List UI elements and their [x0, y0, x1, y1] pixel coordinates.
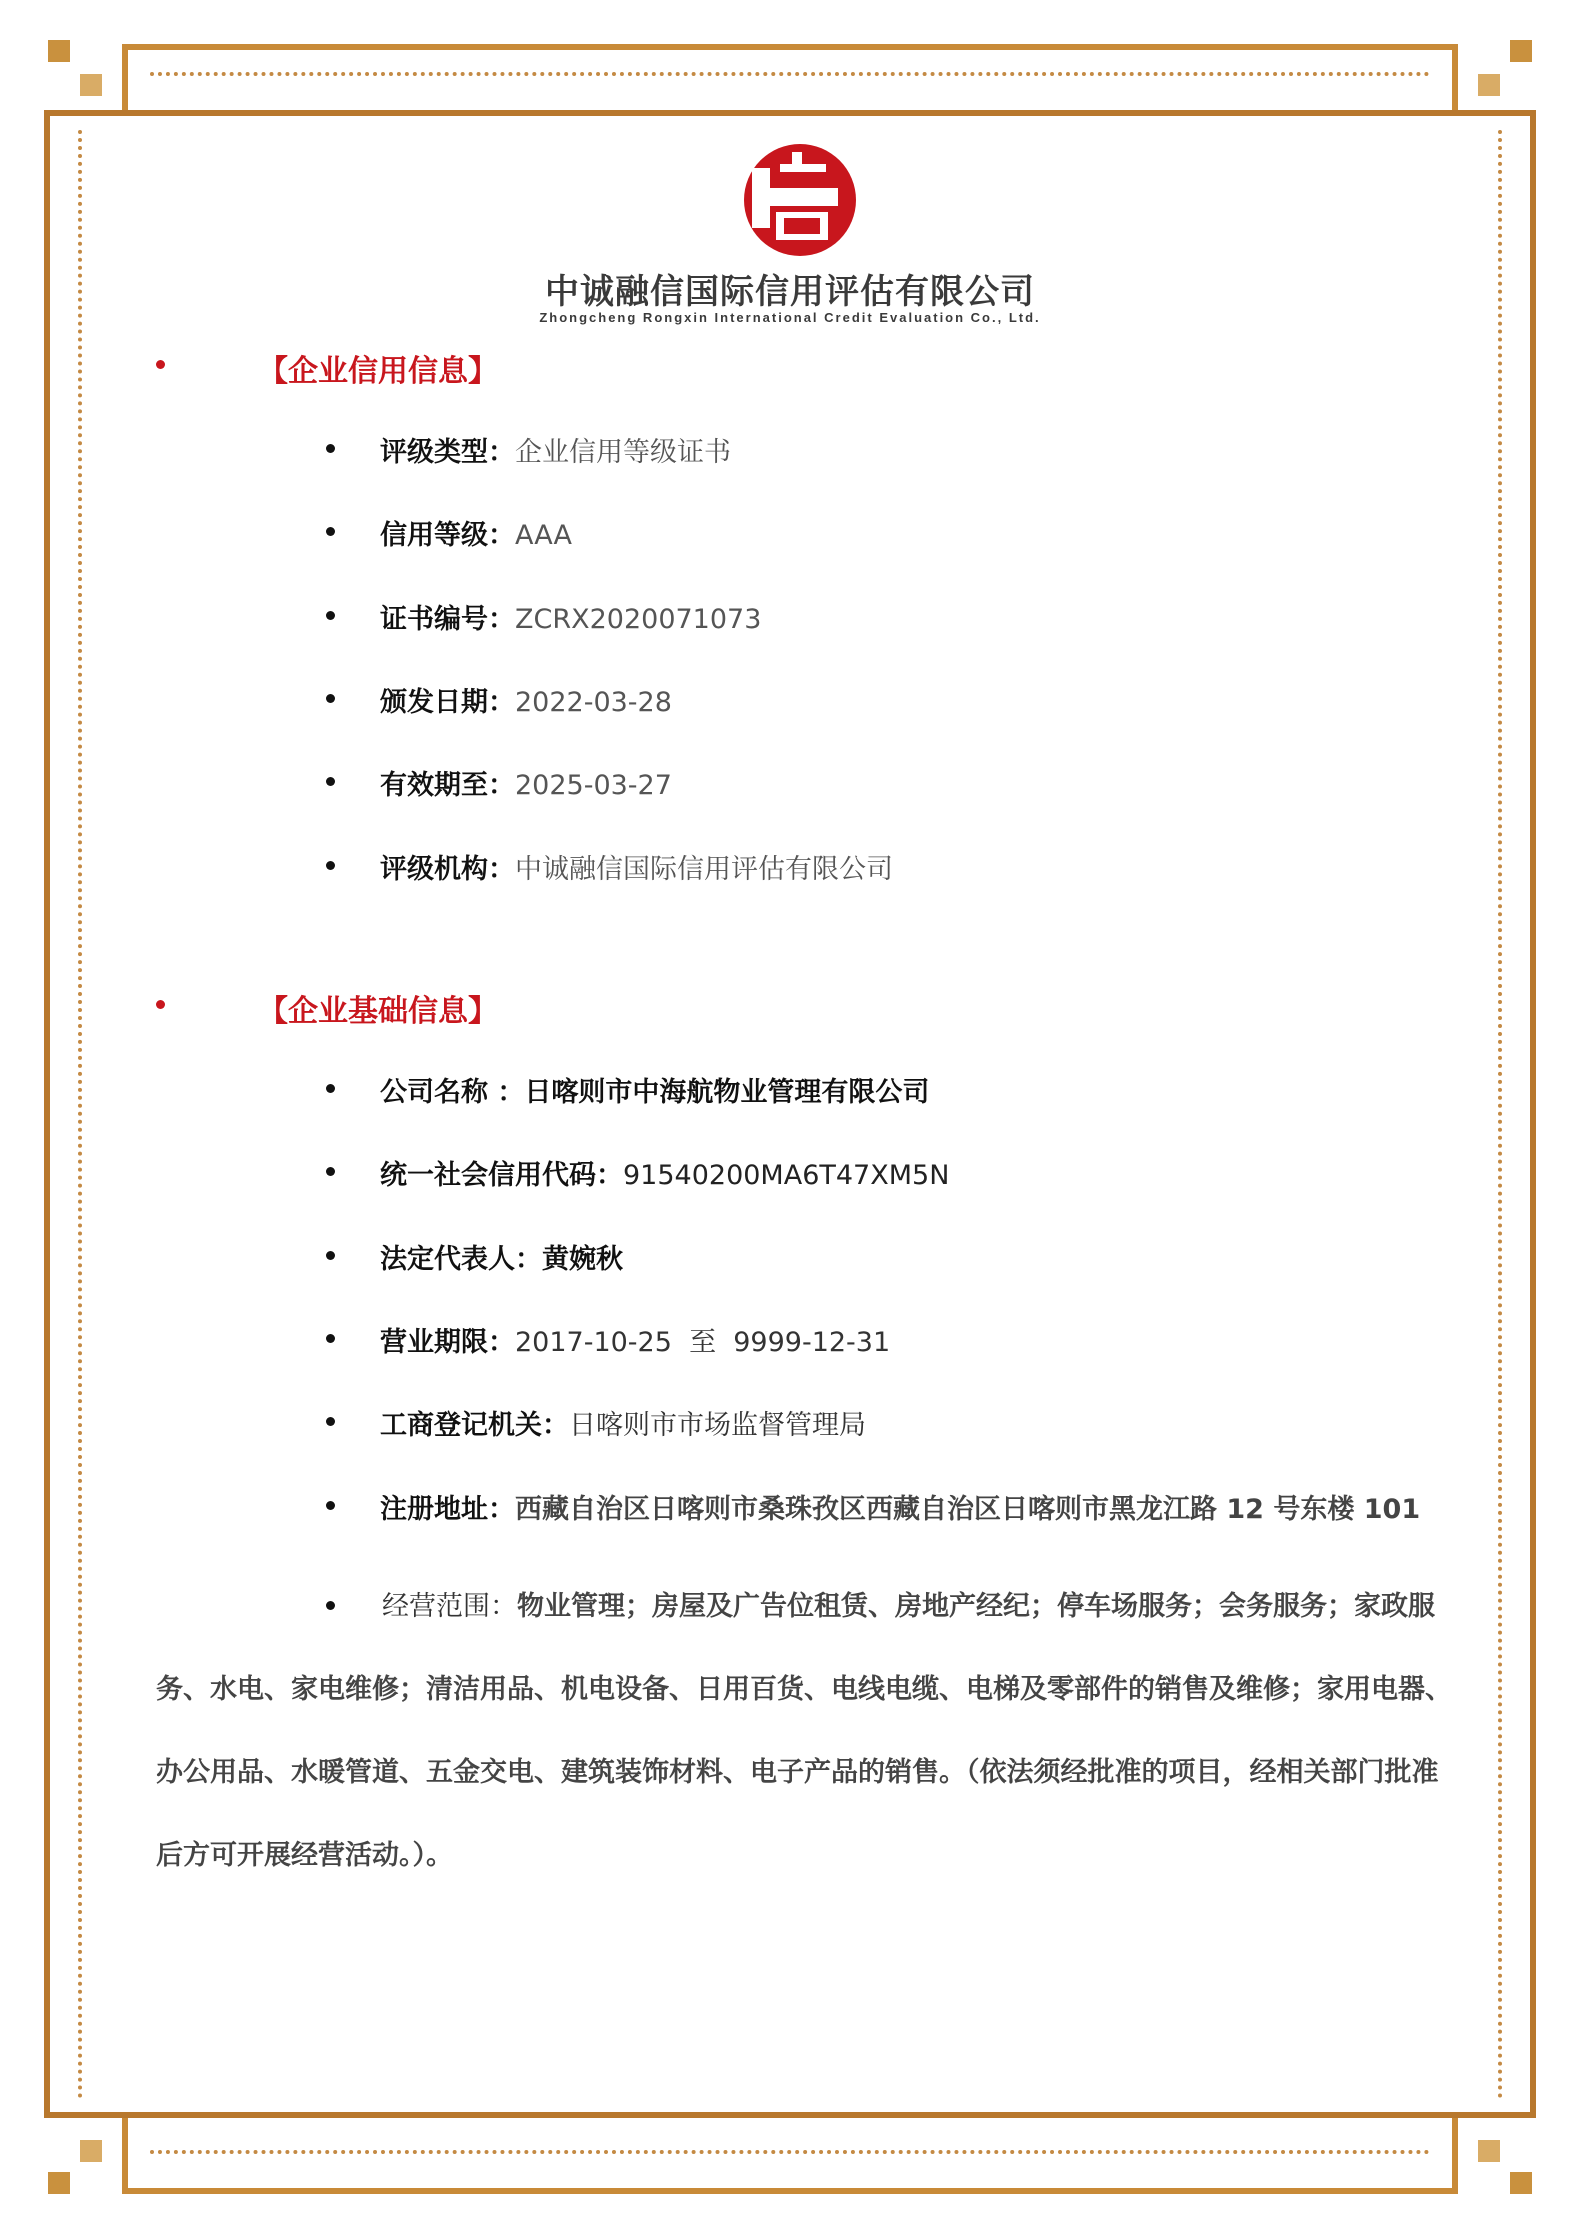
item-label: 营业期限： [380, 1327, 515, 1358]
credit-item-valid-until [380, 763, 672, 802]
item-label: 评级类型： [380, 437, 515, 468]
item-value: 西藏自治区日喀则市桑珠孜区西藏自治区日喀则市黑龙江路 12 号东楼 101 [515, 1494, 1421, 1525]
basic-item-business-term [380, 1320, 890, 1359]
item-label: 注册地址： [380, 1494, 515, 1525]
item-value: 2022-03-28 [515, 687, 672, 718]
scope-label: 经营范围： [382, 1591, 517, 1622]
scope-text-first: 物业管理；房屋及广告位租赁、房地产经纪；停车场服务；会务服务；家政 [517, 1591, 1408, 1622]
scope-text-rest: 服务、水电、家电维修；清洁用品、机电设备、日用百货、电线电缆、电梯及零部件的销售及维修；家用电器、办公用品、水暖管道、五金交电、建筑装饰材料、电子产品的销售。（依法须经批准的项目，经相关部门批准后方可开展经营活动。）。 [156, 1591, 1452, 1871]
dotted-border-top [150, 72, 1430, 76]
basic-item-registered-address [380, 1487, 1420, 1526]
frame-right-line [1530, 110, 1536, 2118]
frame-mask-left [44, 110, 128, 2118]
item-value: 中诚融信国际信用评估有限公司 [515, 854, 893, 885]
frame-tl-h [44, 110, 128, 116]
frame-left-line [44, 110, 50, 2118]
section-bullet [156, 360, 165, 369]
dotted-border-bottom [150, 2150, 1430, 2154]
corner-square-tl-2 [80, 74, 102, 96]
frame-mask-right [1452, 110, 1536, 2118]
item-value: 企业信用等级证书 [515, 437, 731, 468]
item-value: 2017-10-25 至 9999-12-31 [515, 1327, 891, 1358]
item-bullet [326, 1251, 335, 1260]
company-logo-icon [680, 128, 920, 278]
item-value: 日喀则市中海航物业管理有限公司 [524, 1077, 930, 1108]
frame-bl-h [44, 2112, 128, 2118]
item-bullet [326, 611, 335, 620]
item-value: 2025-03-27 [515, 770, 672, 801]
item-label: 证书编号： [380, 604, 515, 635]
credit-item-cert-number [380, 597, 761, 636]
basic-item-company-name [380, 1070, 929, 1109]
item-value: 黄婉秋 [542, 1244, 623, 1275]
dotted-border-right [1498, 130, 1502, 2100]
item-bullet [326, 1084, 335, 1093]
corner-square-tl [48, 40, 70, 62]
credit-item-credit-level [380, 513, 572, 552]
frame-br-h [1452, 2112, 1536, 2118]
section-title: 【企业信用信息】 [258, 354, 498, 389]
item-label: 公司名称 ： [380, 1077, 525, 1108]
item-value: ZCRX2020071073 [515, 604, 762, 635]
basic-item-legal-rep [380, 1237, 623, 1276]
credit-item-agency [380, 847, 893, 886]
section-bullet [156, 1000, 165, 1009]
corner-square-br-2 [1478, 2140, 1500, 2162]
item-value: AAA [515, 520, 572, 551]
item-bullet [326, 1417, 335, 1426]
item-label: 颁发日期： [380, 687, 515, 718]
basic-item-credit-code [380, 1153, 949, 1192]
item-label: 工商登记机关： [380, 1410, 569, 1441]
item-label: 法定代表人： [380, 1244, 542, 1275]
basic-item-registration-authority [380, 1403, 866, 1442]
item-bullet [326, 1501, 335, 1510]
item-bullet [326, 777, 335, 786]
item-bullet [326, 694, 335, 703]
dotted-border-left [78, 130, 82, 2100]
corner-square-tr [1510, 40, 1532, 62]
section-title: 【企业基础信息】 [258, 994, 498, 1029]
item-label: 有效期至： [380, 770, 515, 801]
frame-tr-h [1452, 110, 1536, 116]
item-bullet [326, 1334, 335, 1343]
company-name-cn: 中诚融信国际信用评估有限公司 [545, 272, 1035, 312]
item-value: 91540200MA6T47XM5N [623, 1160, 950, 1191]
corner-square-bl-2 [80, 2140, 102, 2162]
business-scope [156, 1565, 1456, 1897]
item-bullet [326, 444, 335, 453]
item-bullet [326, 1167, 335, 1176]
corner-square-br [1510, 2172, 1532, 2194]
corner-square-tr-2 [1478, 74, 1500, 96]
item-bullet [326, 861, 335, 870]
scope-first-line [156, 1591, 1408, 1622]
corner-square-bl [48, 2172, 70, 2194]
company-name-en: Zhongcheng Rongxin International Credit Evaluation Co., Ltd. [539, 310, 1041, 325]
item-value: 日喀则市市场监督管理局 [569, 1410, 866, 1441]
credit-item-issue-date [380, 680, 672, 719]
item-bullet [326, 527, 335, 536]
credit-item-rating-type [380, 430, 731, 469]
item-label: 统一社会信用代码： [380, 1160, 623, 1191]
item-label: 信用等级： [380, 520, 515, 551]
item-label: 评级机构： [380, 854, 515, 885]
